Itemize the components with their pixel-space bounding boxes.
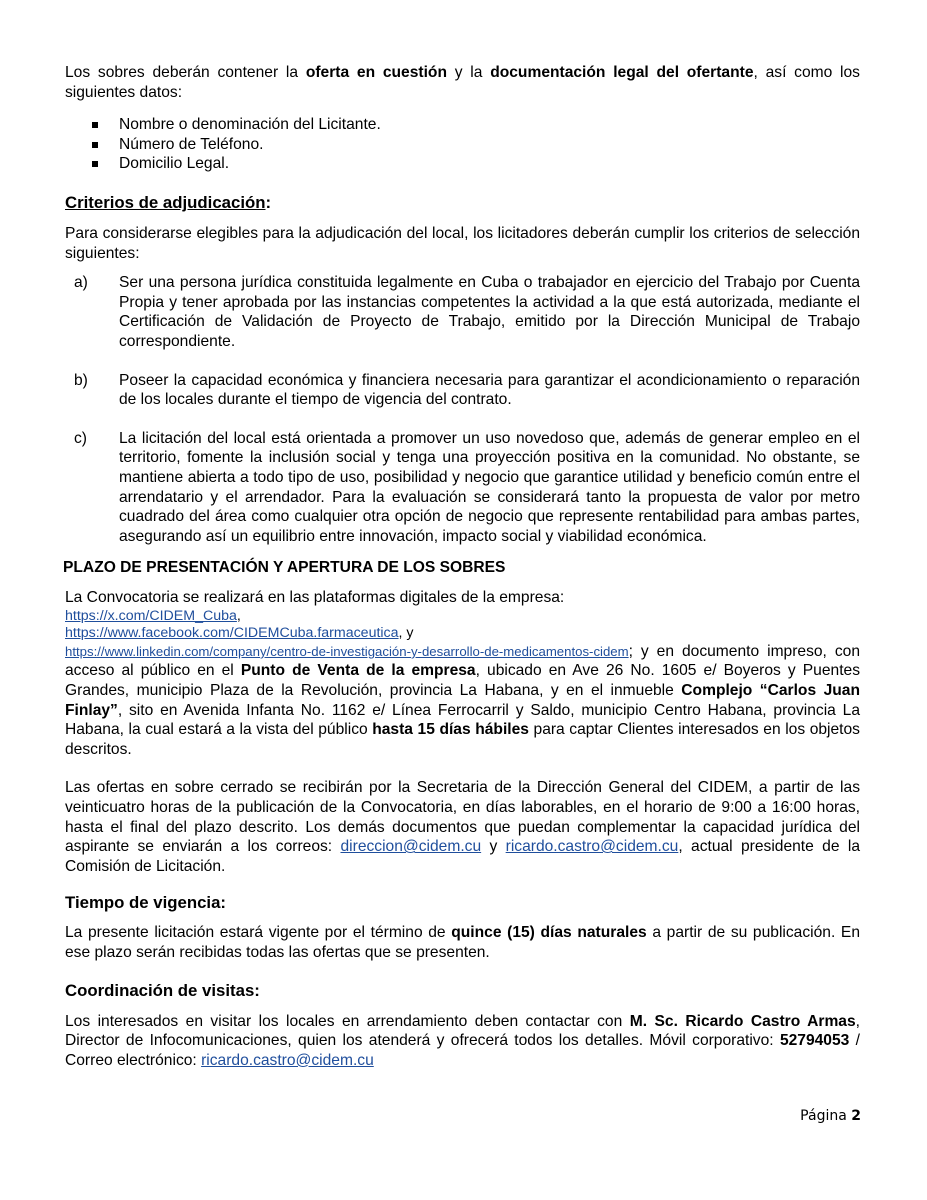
email-contact-link[interactable]: ricardo.castro@cidem.cu [201, 1051, 374, 1069]
criterios-heading: Criterios de adjudicación: [65, 192, 272, 212]
criterio-item-c: c) La licitación del local está orientada a promover un uso novedoso que, además de generar empleo en el territorio, fomente la inclusión social y tenga una proyección positiva en la comunidad. No obstante, se mantiene abierta a todo tipo de uso, posibilidad y negocio que garantice utilidad y beneficio común entre el arrendatario y el arrendador. Para la evaluación se considerará tanto la propuesta de valor por metro cuadrado del área como cualquier otra opción de negocio que represente rentabilidad para ambas partes, asegurando así un equilibrio entre innovación, impacto social y viabilidad económica. [74, 429, 860, 545]
list-item: Número de Teléfono. [65, 135, 860, 155]
bullet-square-icon [92, 161, 98, 167]
intro-paragraph: Los sobres deberán contener la oferta en cuestión y la documentación legal del ofertante, así como los siguientes datos: [65, 64, 860, 101]
criterios-list [65, 273, 860, 546]
criterio-item-a: a) Ser una persona jurídica constituida legalmente en Cuba o trabajador en ejercicio del Trabajo por Cuenta Propia y tener aprobada por las instancias competentes la actividad a la que está autorizada, mediante el Certificación de Validación de Proyecto de Trabajo, emitido por la Dirección Municipal de Trabajo correspondiente. [74, 274, 860, 350]
link-x-cidem[interactable]: https://x.com/CIDEM_Cuba [65, 607, 237, 624]
list-item: Nombre o denominación del Licitante. [65, 115, 860, 135]
bullet-square-icon [92, 122, 98, 128]
ofertas-paragraph: Las ofertas en sobre cerrado se recibirán por la Secretaria de la Dirección General del CIDEM, a partir de las veinticuatro horas de la publicación de la Convocatoria, en días laborables, en el horario de 9:00 a 16:00 horas, hasta el final del plazo descrito. Los demás documentos que puedan complementar la capacidad jurídica del aspirante se enviarán a los correos: direccion@cidem.cu y ricardo.castro@cidem.cu, actual presidente de la Comisión de Licitación. [65, 779, 860, 875]
vigencia-heading: Tiempo de vigencia: [65, 893, 227, 913]
email-ricardo-link[interactable]: ricardo.castro@cidem.cu [505, 838, 679, 856]
requirements-list [65, 115, 860, 174]
page-number: Página 2 [800, 1108, 861, 1124]
link-linkedin-cidem[interactable]: https://www.linkedin.com/company/centro-de-investigación-y-desarrollo-de-medicamentos-cidem [65, 643, 629, 659]
visitas-heading: Coordinación de visitas: [65, 980, 260, 1000]
plazo-heading: PLAZO DE PRESENTACIÓN Y APERTURA DE LOS SOBRES [63, 559, 506, 577]
link-facebook-cidem[interactable]: https://www.facebook.com/CIDEMCuba.farmaceutica [65, 624, 399, 641]
email-direccion-link[interactable]: direccion@cidem.cu [340, 838, 482, 856]
criterio-item-b: b) Poseer la capacidad económica y financiera necesaria para garantizar el acondicionamiento o reparación de los locales durante el tiempo de vigencia del contrato. [74, 371, 860, 409]
vigencia-paragraph: La presente licitación estará vigente por el término de quince (15) días naturales a partir de su publicación. En ese plazo serán recibidas todas las ofertas que se presenten. [65, 924, 860, 961]
bullet-square-icon [92, 142, 98, 148]
document-page [65, 63, 860, 1070]
plazo-links-block: La Convocatoria se realizará en las plataformas digitales de la empresa: https://x.com/CIDEM_Cuba, https://www.facebook.com/CIDEMCuba.farmaceutica, y [65, 588, 860, 642]
visitas-paragraph: Los interesados en visitar los locales en arrendamiento deben contactar con M. Sc. Ricardo Castro Armas, Director de Infocomunicaciones, quien los atenderá y ofrecerá todos los detalles. Móvil corporativo: 52794053 / Correo electrónico: ricardo.castro@cidem.cu [65, 1012, 860, 1069]
plazo-paragraph: https://www.linkedin.com/company/centro-de-investigación-y-desarrollo-de-medicamentos-cidem; y en documento impreso, con acceso al público en el Punto de Venta de la empresa, ubicado en Ave 26 No. 1605 e/ Boyeros y Puentes Grandes, municipio Plaza de la Revolución, provincia La Habana, y en el inmueble Complejo “Carlos Juan Finlay”, sito en Avenida Infanta No. 1162 e/ Línea Ferrocarril y Saldo, municipio Centro Habana, provincia La Habana, la cual estará a la vista del público hasta 15 días hábiles para captar Clientes interesados en los objetos descritos. [65, 642, 860, 758]
criterios-intro: Para considerarse elegibles para la adjudicación del local, los licitadores deberán cumplir los criterios de selección siguientes: [65, 224, 860, 262]
list-item: Domicilio Legal. [65, 154, 860, 174]
plazo-line1: La Convocatoria se realizará en las plataformas digitales de la empresa: [65, 589, 565, 607]
